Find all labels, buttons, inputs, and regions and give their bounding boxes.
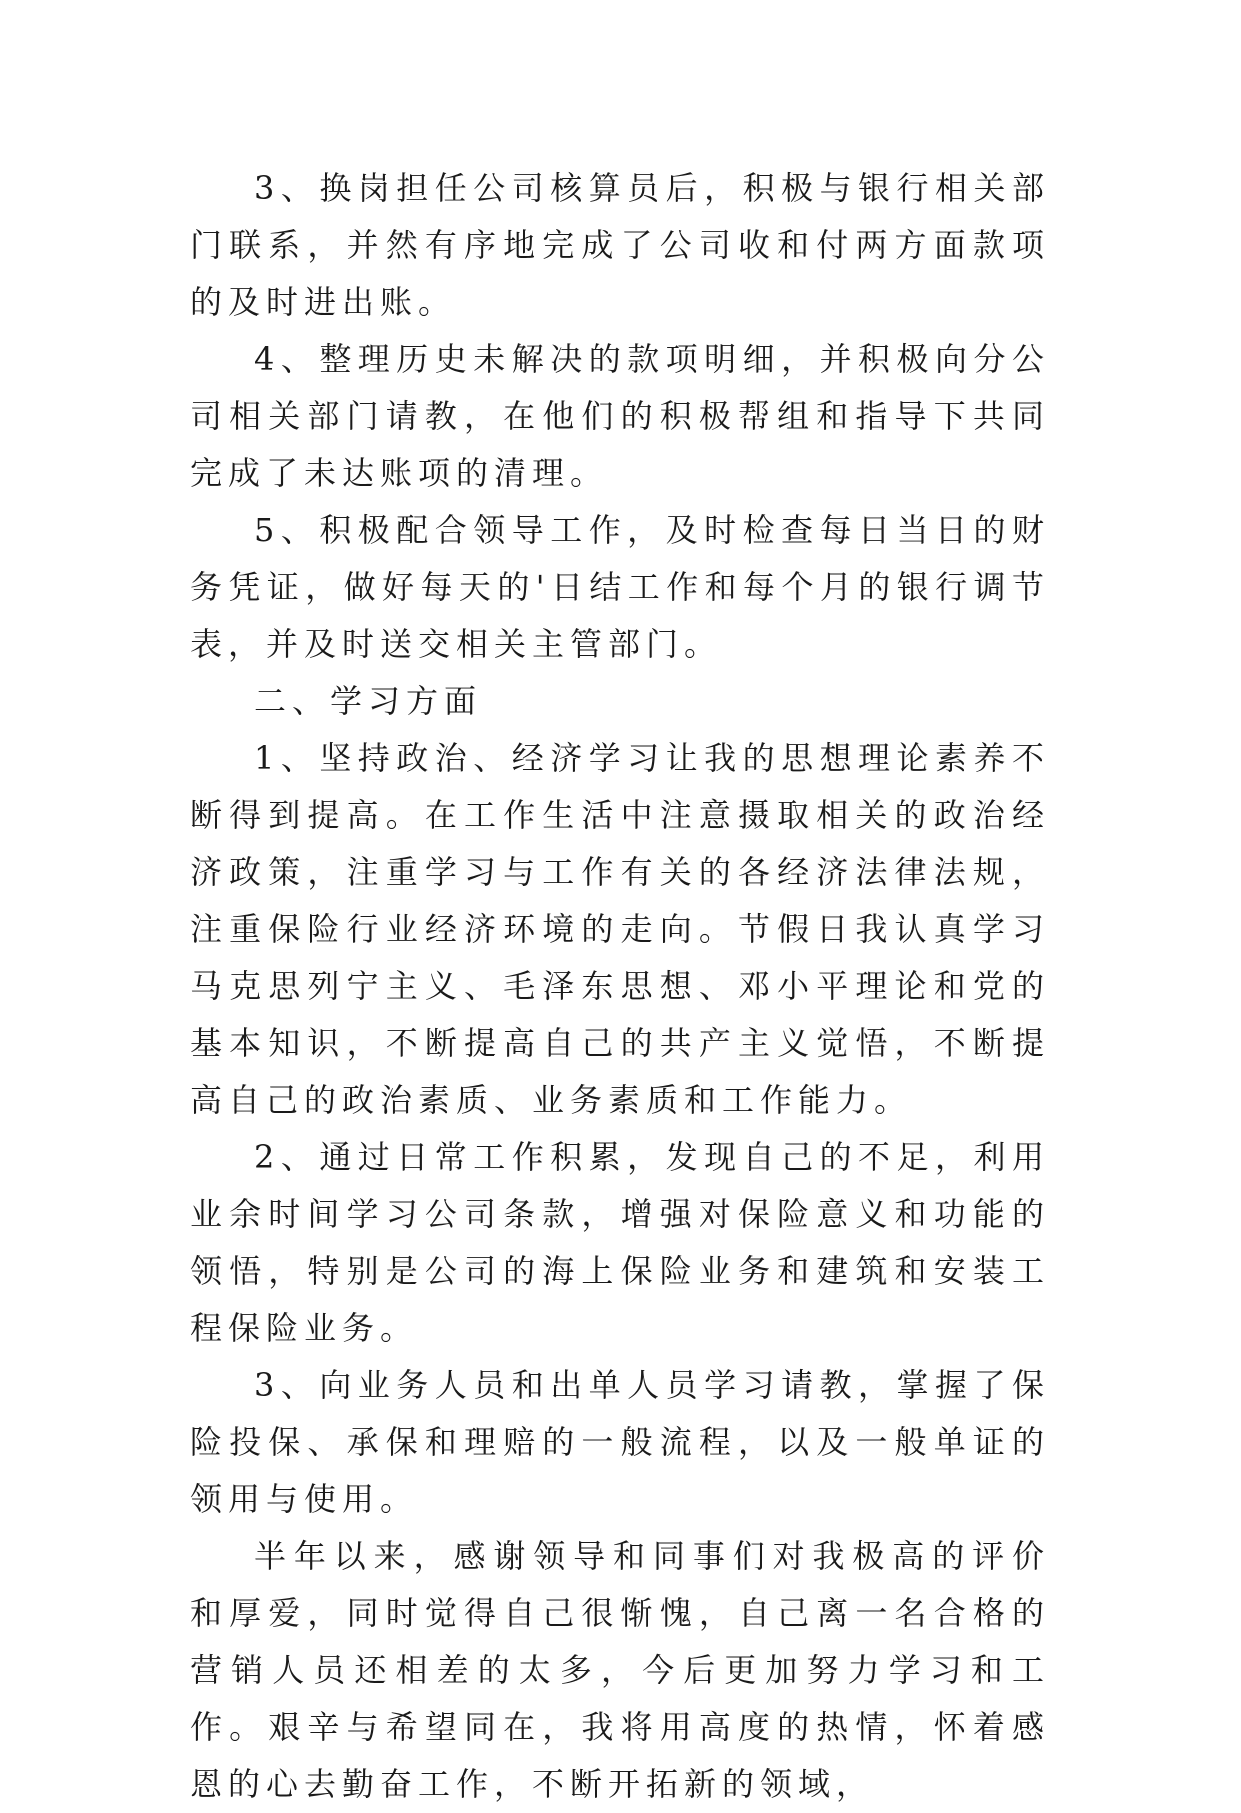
paragraph-half-year-summary: 半年以来，感谢领导和同事们对我极高的评价和厚爱，同时觉得自己很惭愧，自己离一名合格的营销人员还相差的太多，今后更加努力学习和工作。艰辛与希望同在，我将用高度的热情，怀着感恩的心去勤奋工作，不断开拓新的领域，: [190, 1537, 1050, 1803]
paragraph-accountant-duty: 3、换岗担任公司核算员后，积极与银行相关部门联系，并然有序地完成了公司收和付两方面款项的及时进出账。: [190, 169, 1050, 321]
section-heading-learning: 二、学习方面: [254, 682, 483, 720]
paragraph-daily-vouchers: 5、积极配合领导工作，及时检查每日当日的财务凭证，做好每天的'日结工作和每个月的银行调节表，并及时送交相关主管部门。: [190, 511, 1050, 663]
paragraph-history-accounts: 4、整理历史未解决的款项明细，并积极向分公司相关部门请教，在他们的积极帮组和指导下共同完成了未达账项的清理。: [190, 340, 1050, 492]
paragraph-political-study: 1、坚持政治、经济学习让我的思想理论素养不断得到提高。在工作生活中注意摄取相关的政治经济政策，注重学习与工作有关的各经济法律法规，注重保险行业经济环境的走向。节假日我认真学习马克思列宁主义、毛泽东思想、邓小平理论和党的基本知识，不断提高自己的共产主义觉悟，不断提高自己的政治素质、业务素质和工作能力。: [190, 739, 1050, 1119]
paragraph-learn-from-staff: 3、向业务人员和出单人员学习请教，掌握了保险投保、承保和理赔的一般流程，以及一般单证的领用与使用。: [190, 1366, 1050, 1518]
document-body: [190, 160, 1050, 1813]
paragraph-daily-accumulation: 2、通过日常工作积累，发现自己的不足，利用业余时间学习公司条款，增强对保险意义和功能的领悟，特别是公司的海上保险业务和建筑和安装工程保险业务。: [190, 1138, 1050, 1347]
